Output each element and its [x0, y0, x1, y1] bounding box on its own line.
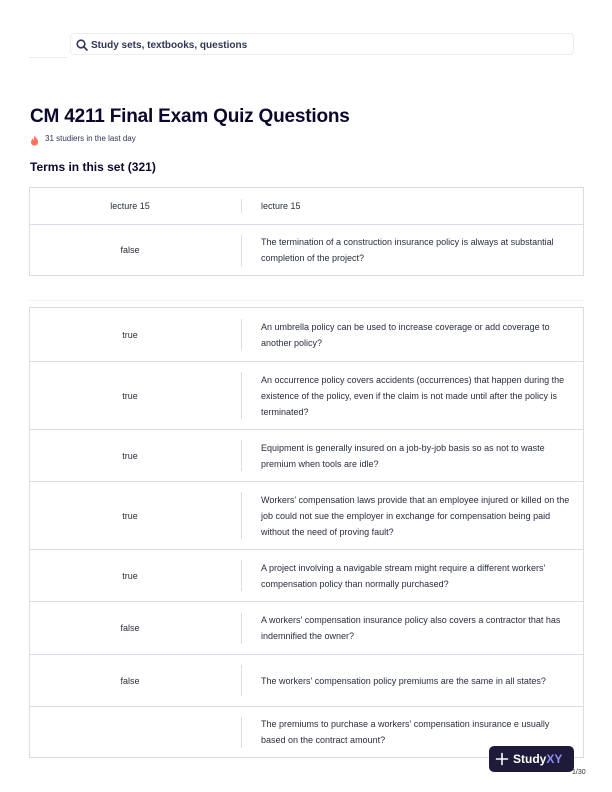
definition-cell: Equipment is generally insured on a job-by-job basis so as not to waste premium when tools are idle?: [261, 442, 545, 469]
column-divider: [241, 199, 242, 213]
column-divider: [241, 319, 242, 350]
definition-cell: An umbrella policy can be used to increase coverage or add coverage to another policy?: [261, 321, 550, 348]
term-cell: [30, 707, 230, 757]
studyxy-badge[interactable]: [489, 746, 574, 772]
table-row[interactable]: [30, 429, 583, 481]
badge-accent: XY: [546, 752, 563, 766]
definition-cell: The premiums to purchase a workers' compensation insurance e usually based on the contract amount?: [261, 719, 550, 745]
definition-cell: The workers' compensation policy premiums are the same in all states?: [261, 675, 546, 686]
column-divider: [241, 560, 242, 591]
definition-cell: A workers' compensation insurance policy also covers a contractor that has indemnified the owner?: [261, 615, 561, 641]
search-icon: [75, 38, 89, 52]
column-divider: [241, 372, 242, 419]
column-divider: [241, 440, 242, 471]
table-row[interactable]: [30, 361, 583, 429]
table-row[interactable]: [30, 654, 583, 706]
column-divider: [241, 492, 242, 539]
term-cell: true: [122, 570, 138, 581]
page-number: 1/30: [572, 769, 586, 776]
plus-icon: [495, 752, 509, 766]
term-cell: lecture 15: [110, 201, 150, 211]
term-cell: true: [122, 390, 138, 401]
search-bar[interactable]: [70, 33, 574, 55]
page-title: CM 4211 Final Exam Quiz Questions: [30, 106, 350, 127]
search-divider: [28, 57, 68, 58]
term-cell: true: [122, 329, 138, 340]
column-divider: [241, 613, 242, 644]
term-cell: false: [120, 623, 140, 633]
search-input[interactable]: [91, 36, 561, 54]
term-cell: false: [120, 245, 140, 255]
term-cell: true: [122, 510, 138, 521]
definition-cell: A project involving a navigable stream might require a different workers' compensation policy than normally purchased?: [261, 562, 546, 589]
column-divider: [241, 665, 242, 696]
table-row[interactable]: [30, 188, 583, 224]
column-divider: [241, 717, 242, 748]
definition-cell: The termination of a construction insurance policy is always at substantial completion of the project?: [261, 237, 554, 263]
table-row[interactable]: [30, 601, 583, 654]
column-divider: [241, 235, 242, 266]
term-cell: true: [122, 450, 138, 461]
badge-label: [513, 752, 562, 766]
table-row[interactable]: [30, 224, 583, 275]
studiers-text: 31 studiers in the last day: [45, 133, 136, 143]
terms-heading: Terms in this set (321): [30, 160, 156, 174]
studiers-count: [30, 132, 136, 144]
definition-cell: Workers' compensation laws provide that an employee injured or killed on the job could not sue the employer in exchange for compensation being paid without the need of proving fault?: [261, 494, 570, 537]
section-divider: [29, 300, 584, 301]
table-row[interactable]: [30, 481, 583, 549]
term-cell: false: [120, 675, 140, 686]
definition-cell: An occurrence policy covers accidents (occurrences) that happen during the existence of the policy, even if the claim is not made until after the policy is terminated?: [261, 374, 565, 417]
table-row[interactable]: [30, 549, 583, 601]
flame-icon: [30, 133, 39, 144]
definition-cell: lecture 15: [261, 201, 301, 211]
table-row[interactable]: [30, 308, 583, 361]
term-table: [29, 187, 584, 276]
badge-prefix: Study: [513, 752, 547, 766]
term-table: [29, 307, 584, 758]
